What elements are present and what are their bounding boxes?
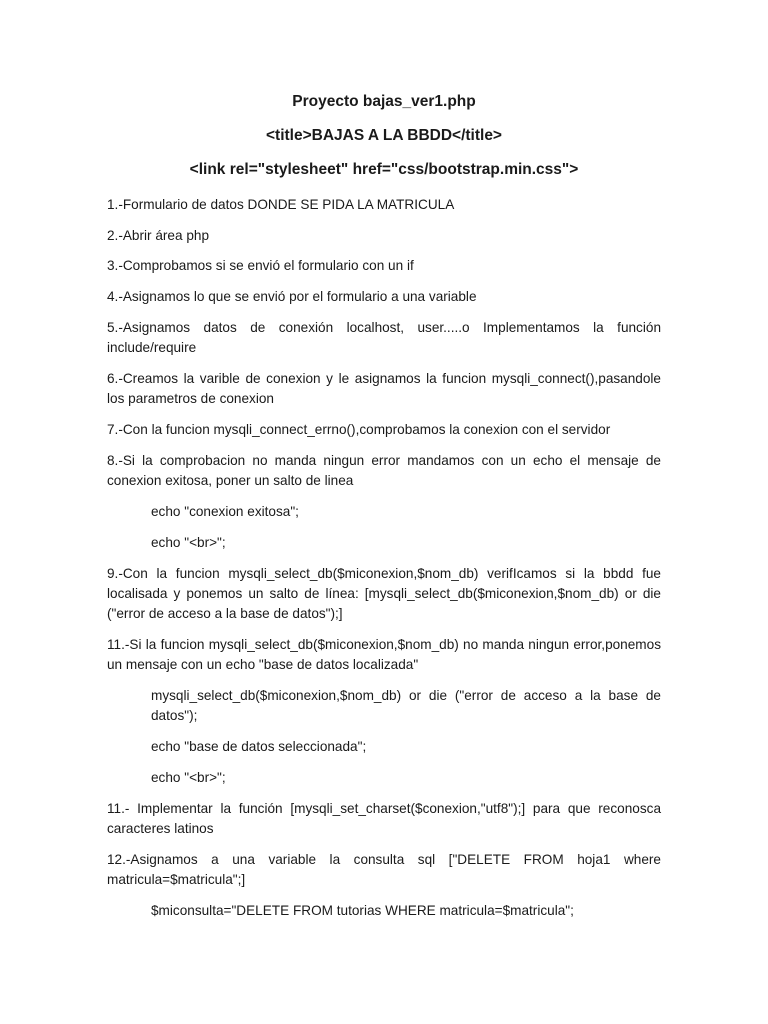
- document-title: Proyecto bajas_ver1.php: [292, 93, 476, 110]
- step-paragraph: 6.-Creamos la varible de conexion y le asignamos la funcion mysqli_connect(),pasandole los parametros de conexion: [107, 371, 661, 406]
- step-paragraph: 11.-Si la funcion mysqli_select_db($miconexion,$nom_db) no manda ningun error,ponemos un mensaje con un echo "base de datos localizada": [107, 637, 661, 672]
- step-paragraph: 3.-Comprobamos si se envió el formulario con un if: [107, 258, 414, 273]
- step-paragraph: 9.-Con la funcion mysqli_select_db($miconexion,$nom_db) verifIcamos si la bbdd fue localisada y ponemos un salto de línea: [mysqli_select_db($miconexion,$nom_db) or die ("error de acceso a la base de datos");]: [107, 566, 661, 621]
- code-line: mysqli_select_db($miconexion,$nom_db) or die ("error de acceso a la base de datos");: [151, 688, 661, 723]
- step-paragraph: 11.- Implementar la función [mysqli_set_charset($conexion,"utf8");] para que reconosca caracteres latinos: [107, 801, 661, 836]
- step-paragraph: 8.-Si la comprobacion no manda ningun error mandamos con un echo el mensaje de conexion exitosa, poner un salto de linea: [107, 453, 661, 488]
- step-paragraph: 12.-Asignamos a una variable la consulta sql ["DELETE FROM hoja1 where matricula=$matricula";]: [107, 852, 661, 887]
- code-line: echo "conexion exitosa";: [151, 504, 299, 519]
- step-paragraph: 4.-Asignamos lo que se envió por el formulario a una variable: [107, 289, 477, 304]
- code-line: $miconsulta="DELETE FROM tutorias WHERE matricula=$matricula";: [151, 903, 574, 918]
- step-paragraph: 2.-Abrir área php: [107, 228, 210, 243]
- code-line: echo "<br>";: [151, 535, 226, 550]
- code-line: echo "<br>";: [151, 770, 226, 785]
- step-paragraph: 7.-Con la funcion mysqli_connect_errno(),comprobamos la conexion con el servidor: [107, 422, 611, 437]
- code-line: echo "base de datos seleccionada";: [151, 739, 367, 754]
- link-tag-line: <link rel="stylesheet" href="css/bootstrap.min.css">: [189, 161, 579, 178]
- step-paragraph: 1.-Formulario de datos DONDE SE PIDA LA MATRICULA: [107, 197, 455, 212]
- title-tag-line: <title>BAJAS A LA BBDD</title>: [266, 127, 502, 144]
- step-paragraph: 5.-Asignamos datos de conexión localhost, user.....o Implementamos la función include/require: [107, 320, 661, 355]
